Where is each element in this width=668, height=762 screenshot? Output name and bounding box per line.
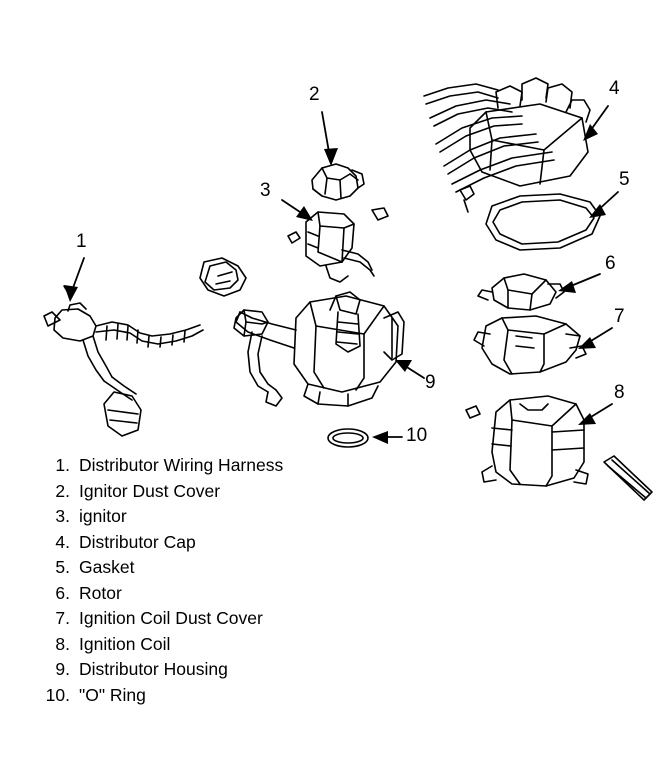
part-ignitor-dust-cover bbox=[312, 164, 364, 200]
callout-10: 10 bbox=[406, 425, 428, 446]
part-o-ring bbox=[328, 429, 368, 447]
part-distributor-wiring-harness bbox=[44, 303, 203, 436]
legend-index: 2. bbox=[55, 480, 70, 501]
callout-leaders bbox=[64, 106, 618, 444]
legend-index: 10. bbox=[45, 684, 70, 705]
legend-label: Gasket bbox=[79, 557, 135, 577]
legend-label: Distributor Housing bbox=[79, 659, 228, 679]
legend-index: 5. bbox=[55, 557, 70, 577]
part-distributor-cap bbox=[424, 78, 590, 212]
callout-6: 6 bbox=[605, 253, 616, 274]
legend-item bbox=[38, 557, 368, 583]
legend-item bbox=[38, 583, 368, 609]
callout-3: 3 bbox=[260, 180, 271, 201]
callout-7: 7 bbox=[614, 306, 625, 327]
callout-1: 1 bbox=[76, 231, 87, 252]
legend-item bbox=[38, 685, 368, 711]
legend-item bbox=[38, 532, 368, 558]
legend-item bbox=[38, 659, 368, 685]
legend-index: 1. bbox=[55, 455, 70, 475]
legend-label: "O" Ring bbox=[79, 684, 146, 705]
callout-9: 9 bbox=[425, 372, 436, 393]
part-ignition-coil bbox=[466, 396, 652, 500]
part-ignition-coil-dust-cover bbox=[474, 316, 586, 374]
legend-index: 6. bbox=[55, 582, 70, 603]
legend-item bbox=[38, 506, 368, 532]
legend-label: ignitor bbox=[79, 506, 127, 526]
part-distributor-housing bbox=[234, 292, 404, 406]
legend-label: Distributor Cap bbox=[79, 531, 196, 552]
legend-index: 9. bbox=[55, 659, 70, 679]
callout-8: 8 bbox=[614, 382, 625, 403]
legend-label: Rotor bbox=[79, 582, 122, 603]
legend-item bbox=[38, 455, 368, 481]
callout-4: 4 bbox=[609, 78, 620, 99]
parts-legend bbox=[38, 455, 368, 710]
part-rotor bbox=[478, 274, 564, 310]
callout-5: 5 bbox=[619, 169, 630, 190]
legend-index: 3. bbox=[55, 506, 70, 526]
legend-label: Ignition Coil bbox=[79, 633, 171, 654]
legend-item bbox=[38, 634, 368, 660]
legend-item bbox=[38, 608, 368, 634]
legend-label: Ignition Coil Dust Cover bbox=[79, 608, 263, 628]
part-ignitor bbox=[288, 208, 388, 282]
legend-item bbox=[38, 481, 368, 507]
legend-index: 8. bbox=[55, 633, 70, 654]
legend-label: Distributor Wiring Harness bbox=[79, 455, 284, 475]
legend-index: 4. bbox=[55, 531, 70, 552]
legend-label: Ignitor Dust Cover bbox=[79, 480, 221, 501]
part-harness-bracket bbox=[200, 258, 246, 296]
callout-2: 2 bbox=[309, 84, 320, 105]
legend-index: 7. bbox=[55, 608, 70, 628]
part-gasket bbox=[486, 194, 600, 250]
